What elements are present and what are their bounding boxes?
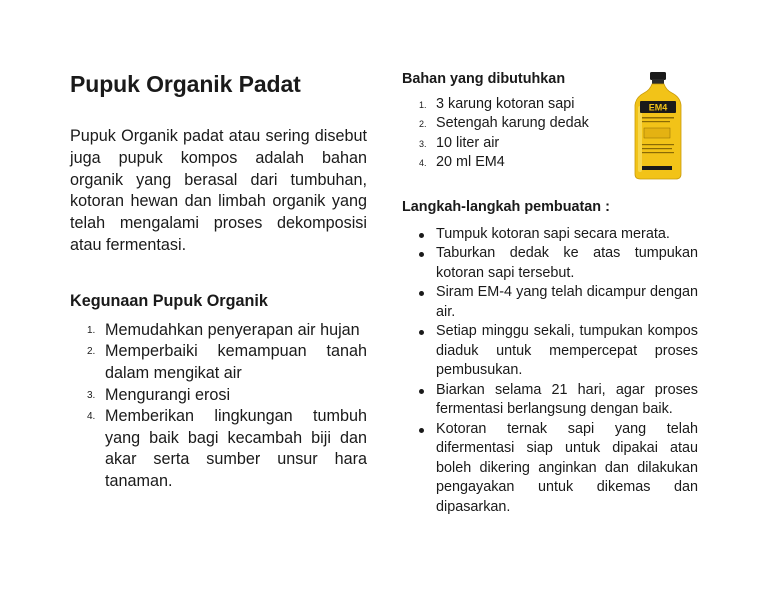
list-item bbox=[402, 225, 698, 245]
list-item-text: Taburkan dedak ke atas tumpukan kotoran sapi tersebut. bbox=[436, 245, 698, 281]
list-item-text: 3 karung kotoran sapi bbox=[436, 96, 575, 112]
list-number: 3. bbox=[419, 138, 427, 149]
bullet-icon bbox=[419, 233, 424, 238]
list-item-text: Memberikan lingkungan tumbuh yang baik bagi kecambah biji dan akar serta sumber unsur hara tanaman. bbox=[105, 407, 367, 490]
uses-heading: Kegunaan Pupuk Organik bbox=[70, 291, 268, 310]
list-item bbox=[402, 322, 698, 381]
list-item-text: Memperbaiki kemampuan tanah dalam mengikat air bbox=[105, 342, 367, 382]
bullet-icon bbox=[419, 252, 424, 257]
list-number: 4. bbox=[419, 158, 427, 169]
list-item-text: 20 ml EM4 bbox=[436, 154, 505, 171]
list-item bbox=[70, 385, 367, 407]
list-number: 4. bbox=[87, 411, 96, 423]
list-item bbox=[402, 244, 698, 283]
bottle-print-line bbox=[642, 152, 674, 153]
list-item bbox=[402, 381, 698, 420]
bottle-print-line bbox=[642, 148, 672, 149]
bottle-print-line bbox=[642, 121, 670, 122]
list-number: 3. bbox=[87, 389, 96, 401]
left-column bbox=[70, 70, 367, 493]
bottle-cap bbox=[650, 72, 666, 80]
list-number: 1. bbox=[87, 324, 96, 336]
bullet-icon bbox=[419, 330, 424, 335]
list-item-text: Kotoran ternak sapi yang telah difermentasi siap untuk dipakai atau boleh dikering anginkan dan dilakukan pengayakan untuk dikemas dan dipasarkan. bbox=[436, 420, 698, 515]
list-item-text: Setiap minggu sekali, tumpukan kompos diaduk untuk mempercepat proses pembusukan. bbox=[436, 323, 698, 379]
list-item-text: Setengah karung dedak bbox=[436, 115, 589, 132]
uses-list bbox=[70, 320, 367, 493]
list-number: 2. bbox=[87, 346, 96, 358]
bottle-print-line bbox=[642, 144, 674, 145]
list-item-text: 10 liter air bbox=[436, 134, 500, 151]
bottle-print-line bbox=[642, 117, 674, 119]
em4-bottle-icon bbox=[628, 70, 688, 182]
bottle-label-text: EM4 bbox=[648, 102, 668, 113]
list-item bbox=[402, 134, 612, 153]
steps-list bbox=[402, 225, 698, 518]
page-title: Pupuk Organik Padat bbox=[70, 71, 301, 97]
list-item bbox=[402, 153, 612, 172]
list-item bbox=[402, 95, 612, 114]
ingredients-heading: Bahan yang dibutuhkan bbox=[402, 71, 566, 87]
list-item bbox=[402, 283, 698, 322]
list-item-text: Siram EM-4 yang telah dicampur dengan air. bbox=[436, 284, 698, 320]
list-item bbox=[402, 114, 612, 133]
bottle-highlight bbox=[638, 106, 642, 172]
bullet-icon bbox=[419, 291, 424, 296]
list-item-text: Tumpuk kotoran sapi secara merata. bbox=[436, 225, 670, 242]
bullet-icon bbox=[419, 389, 424, 394]
list-item bbox=[70, 341, 367, 384]
list-number: 2. bbox=[419, 119, 427, 130]
list-item bbox=[70, 406, 367, 492]
bullet-icon bbox=[419, 428, 424, 433]
list-number: 1. bbox=[419, 100, 427, 110]
list-item bbox=[402, 420, 698, 518]
bottle-print-box bbox=[644, 128, 670, 138]
steps-heading: Langkah-langkah pembuatan : bbox=[402, 198, 610, 215]
bottle-bottom-band bbox=[642, 166, 672, 170]
list-item bbox=[70, 320, 367, 342]
list-item-text: Mengurangi erosi bbox=[105, 385, 231, 404]
list-item-text: Biarkan selama 21 hari, agar proses fermentasi berlangsung dengan baik. bbox=[436, 381, 698, 418]
bottle-neck-ring bbox=[652, 79, 664, 84]
intro-paragraph: Pupuk Organik padat atau sering disebut juga pupuk kompos adalah bahan organik yang berasal dari tumbuhan, kotoran hewan dan limbah organik yang telah mengalami proses dekomposisi atau fermentasi. bbox=[70, 127, 367, 254]
list-item-text: Memudahkan penyerapan air hujan bbox=[105, 320, 360, 339]
ingredients-list bbox=[402, 95, 612, 173]
